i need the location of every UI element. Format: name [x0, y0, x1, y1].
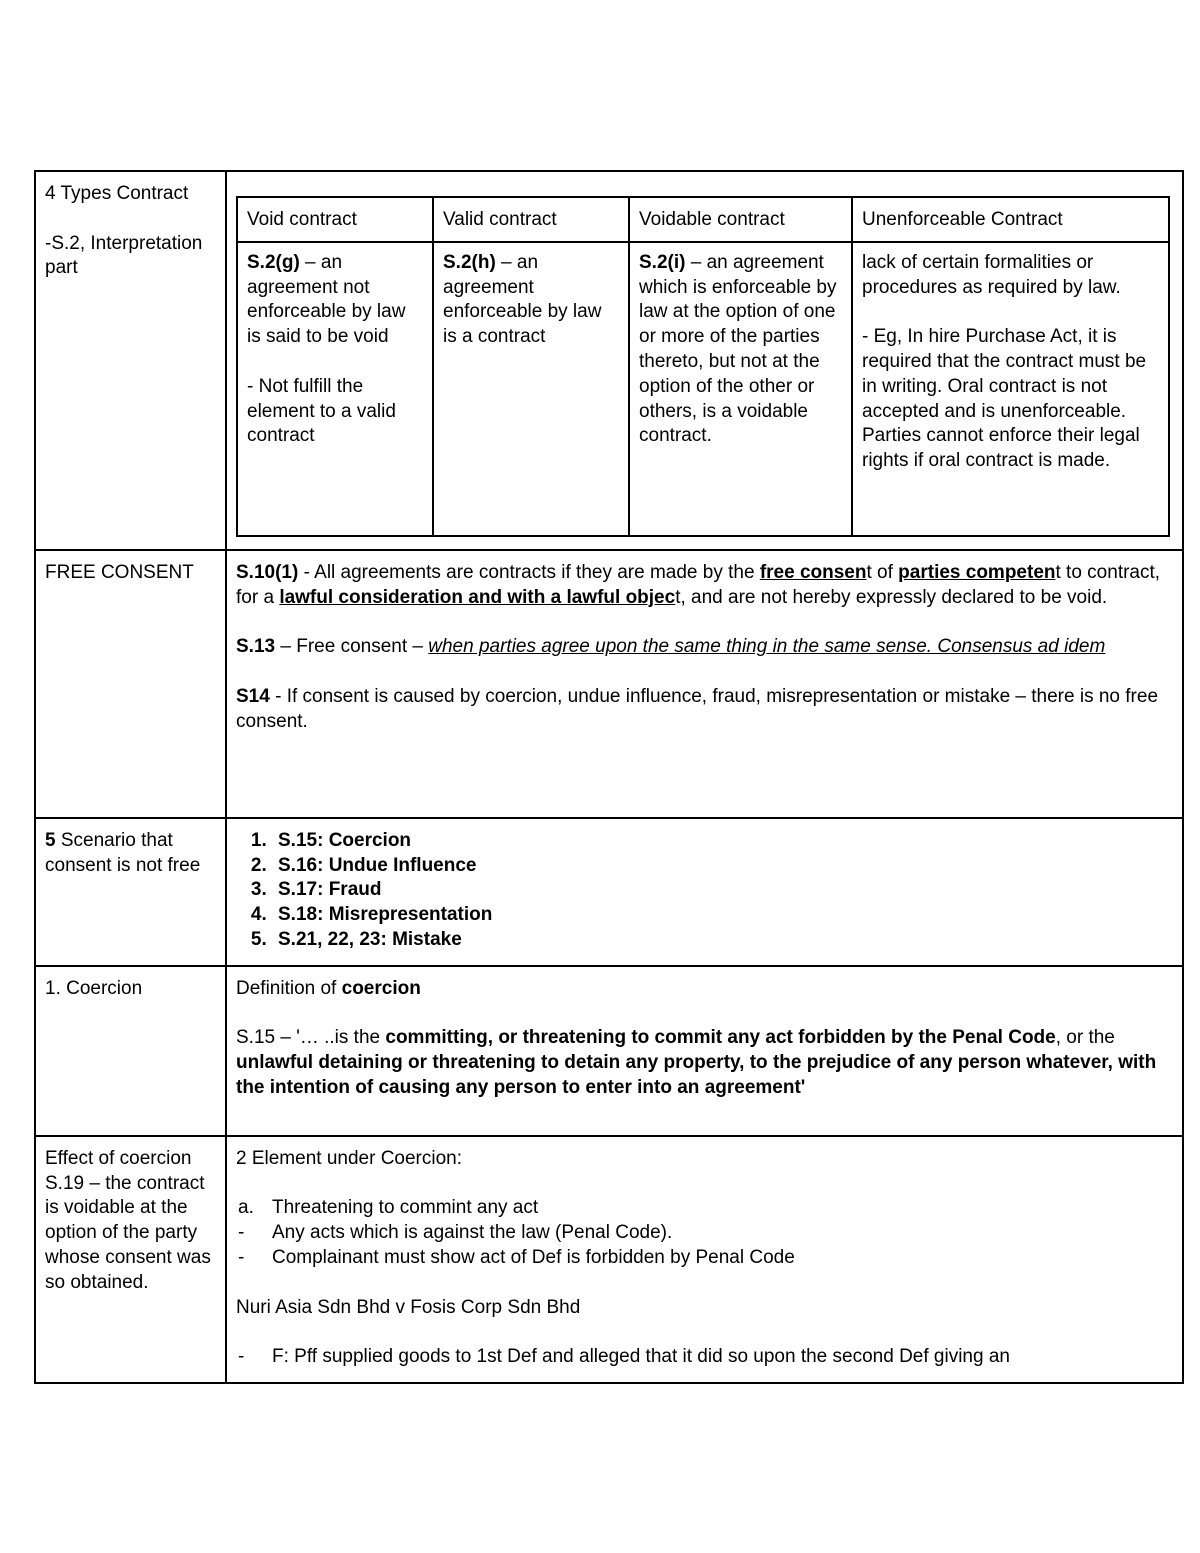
s14-paragraph: S14 - If consent is caused by coercion, undue influence, fraud, misrepresentation or mistake – there is no free consent. [236, 685, 1159, 732]
list-item: 5. S.21, 22, 23: Mistake [272, 928, 1174, 953]
notes-table [34, 170, 1184, 1384]
coercion-definition-content [226, 966, 1183, 1136]
header-unenforceable: Unenforceable Contract [852, 197, 1169, 242]
header-voidable: Voidable contract [629, 197, 852, 242]
case-name: Nuri Asia Sdn Bhd v Fosis Corp Sdn Bhd [236, 1296, 581, 1318]
contract-types-header-row [237, 197, 1169, 242]
free-consent-content [226, 550, 1183, 818]
list-item: 1. S.15: Coercion [272, 829, 1174, 854]
row-effect-of-coercion [35, 1136, 1183, 1383]
valid-cell [433, 242, 629, 536]
list-item: - Any acts which is against the law (Penal Code). [238, 1222, 673, 1244]
list-item: 2. S.16: Undue Influence [272, 854, 1174, 879]
valid-definition: – an agreement enforceable by law is a contract [443, 251, 602, 348]
list-item: 4. S.18: Misrepresentation [272, 903, 1174, 928]
s13-paragraph: S.13 – Free consent – when parties agree upon the same thing in the same sense. Consensus ad idem [236, 636, 1106, 658]
voidable-cell [629, 242, 852, 536]
void-cell [237, 242, 433, 536]
header-valid: Valid contract [433, 197, 629, 242]
row-coercion-definition [35, 966, 1183, 1136]
case-facts-list [236, 1345, 1174, 1370]
effect-of-coercion-label: Effect of coercion S.19 – the contract is voidable at the option of the party whose consent was so obtained. [35, 1136, 226, 1383]
valid-code: S.2(h) [443, 251, 496, 273]
row-free-consent [35, 550, 1183, 818]
free-consent-label: FREE CONSENT [35, 550, 226, 818]
void-note: - Not fulfill the element to a valid contract [247, 375, 396, 447]
types-subtitle: -S.2, Interpretation part [45, 232, 203, 279]
voidable-definition: – an agreement which is enforceable by law at the option of one or more of the parties thereto, but not at the option of the other or others, is a voidable contract. [639, 251, 837, 447]
scenarios-content [226, 818, 1183, 966]
types-label-cell [35, 171, 226, 550]
list-item: 3. S.17: Fraud [272, 878, 1174, 903]
header-void: Void contract [237, 197, 433, 242]
scenarios-label: 5 Scenario that consent is not free [35, 818, 226, 966]
list-item: a. Threatening to commint any act [238, 1197, 539, 1219]
elements-heading: 2 Element under Coercion: [236, 1147, 463, 1169]
s10-paragraph: S.10(1) - All agreements are contracts if they are made by the free consent of parties competent to contract, for a lawful consideration and with a lawful object, and are not hereby expressly declared to be void. [236, 561, 1161, 608]
definition-heading: Definition of coercion [236, 977, 421, 999]
contract-types-body-row [237, 242, 1169, 536]
list-item: - F: Pff supplied goods to 1st Def and alleged that it did so upon the second Def giving an [238, 1346, 1010, 1368]
scenario-list [236, 829, 1174, 953]
coercion-label: 1. Coercion [35, 966, 226, 1136]
voidable-code: S.2(i) [639, 251, 686, 273]
types-title: 4 Types Contract [45, 183, 189, 204]
row-types-of-contract [35, 171, 1183, 550]
row-scenarios [35, 818, 1183, 966]
void-code: S.2(g) [247, 251, 300, 273]
unenforceable-definition: lack of certain formalities or procedures as required by law. [862, 251, 1121, 298]
elements-list [236, 1196, 1174, 1270]
unenforceable-cell [852, 242, 1169, 536]
types-content-cell [226, 171, 1183, 550]
s15-paragraph: S.15 – '… ..is the committing, or threatening to commit any act forbidden by the Penal Code, or the unlawful detaining or threatening to detain any property, to the prejudice of any person whatever, with the intention of causing any person to enter into an agreement' [236, 1027, 1157, 1098]
unenforceable-example: - Eg, In hire Purchase Act, it is required that the contract must be in writing. Oral contract is not accepted and is unenforceable. Parties cannot enforce their legal rights if oral contract is made. [862, 326, 1147, 472]
coercion-elements-content [226, 1136, 1183, 1383]
list-item: - Complainant must show act of Def is forbidden by Penal Code [238, 1246, 795, 1268]
void-definition: – an agreement not enforceable by law is said to be void [247, 251, 406, 348]
contract-types-table [236, 196, 1170, 537]
